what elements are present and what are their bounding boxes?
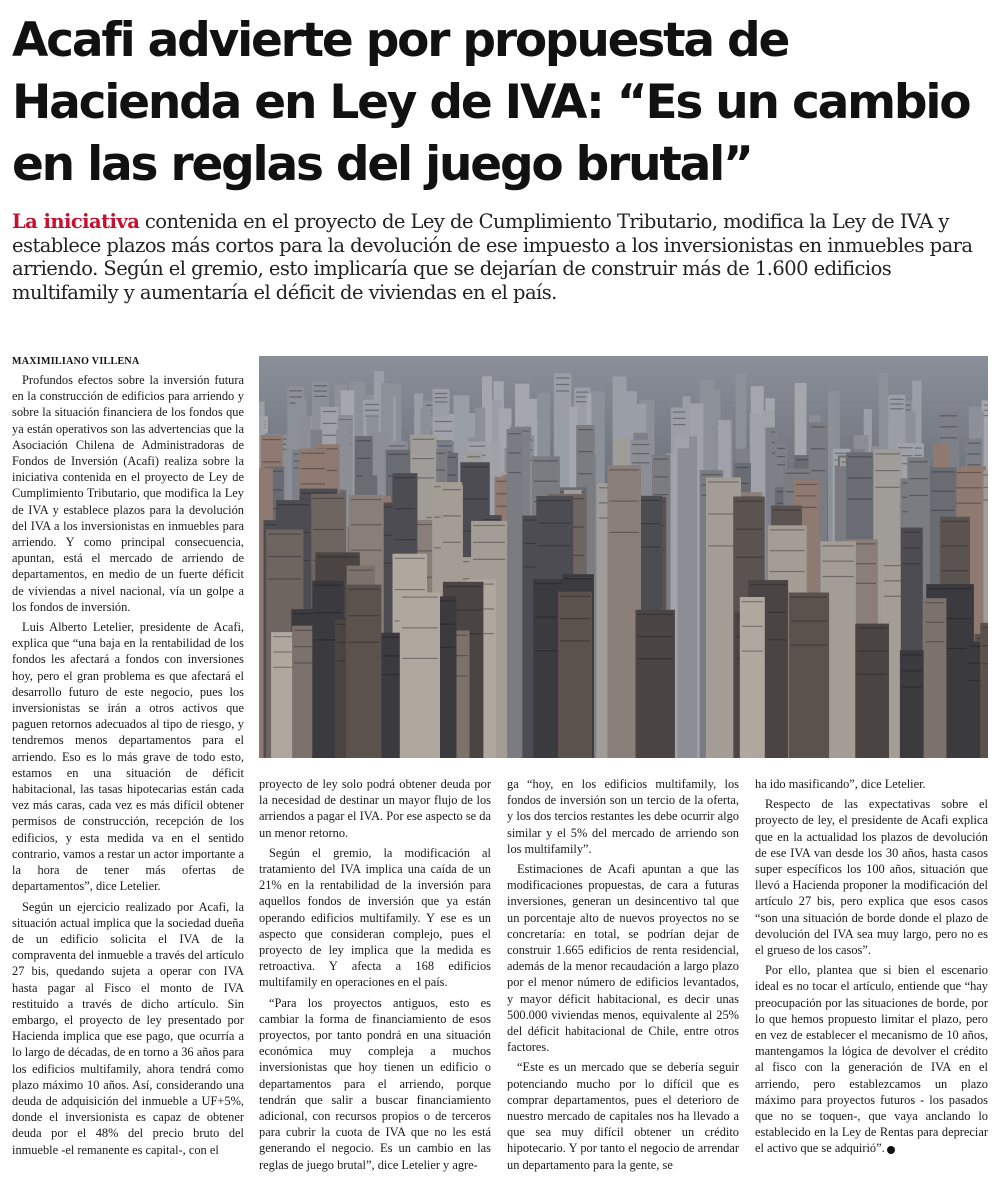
window-line-shape <box>942 521 968 522</box>
window-line-shape <box>462 466 488 467</box>
window-line-shape <box>302 493 336 494</box>
city-skyline-photo <box>259 356 988 758</box>
window-line-shape <box>389 445 406 446</box>
article-column-2 <box>259 776 491 1177</box>
window-line-shape <box>770 550 805 551</box>
window-line-shape <box>903 532 921 533</box>
window-line-shape <box>638 636 673 637</box>
window-line-shape <box>323 423 337 424</box>
window-line-shape <box>848 456 872 457</box>
window-line-shape <box>576 392 588 393</box>
window-line-shape <box>928 588 972 589</box>
window-line-shape <box>351 499 382 500</box>
window-line-shape <box>435 401 448 402</box>
article-column-3 <box>507 776 739 1177</box>
building-shape <box>789 593 829 759</box>
window-line-shape <box>984 405 988 406</box>
building-shape <box>558 592 592 758</box>
window-line-shape <box>942 570 968 571</box>
window-line-shape <box>708 481 739 482</box>
window-line-shape <box>317 556 357 557</box>
body-paragraph: Según el gremio, la modificación al tratamiento del IVA implica una caída de un 21% en la rentabilidad de la inversión para aquellos fondos de inversión que ya están operando edificios multifamily. Y ese es un aspecto que consideran complejo, pues el proyecto de ley implica que la medida es retroactiva. Y afecta a 168 edificios multifamily en operaciones en el país. <box>259 845 491 990</box>
window-line-shape <box>348 642 380 643</box>
window-line-shape <box>791 620 827 621</box>
window-line-shape <box>654 459 669 460</box>
window-line-shape <box>412 439 434 440</box>
building-shape <box>346 585 382 758</box>
window-line-shape <box>902 654 922 655</box>
window-line-shape <box>394 539 415 540</box>
lead-text: contenida en el proyecto de Ley de Cumplimiento Tributario, modifica la Ley de IVA y establece plazos más cortos para la devolución de ese impuesto a los inversionistas en inmuebles para arriendo. Según el gremio, esto implicaría que se dejarían de construir más de 1.600 edificios multifamily y aumentaría el déficit de viviendas en el país. <box>12 210 973 304</box>
end-of-article-icon <box>887 1146 895 1154</box>
window-line-shape <box>349 570 373 571</box>
building-shape <box>400 593 440 759</box>
window-line-shape <box>578 451 592 452</box>
building-shape <box>980 623 988 758</box>
window-line-shape <box>313 529 344 530</box>
window-line-shape <box>735 529 763 530</box>
window-line-shape <box>982 627 988 628</box>
window-line-shape <box>791 644 827 645</box>
window-line-shape <box>770 571 805 572</box>
window-line-shape <box>412 458 434 459</box>
window-line-shape <box>822 561 854 562</box>
window-line-shape <box>633 453 650 454</box>
body-paragraph: “Este es un mercado que se debería seguir potenciando mucho por lo difícil que es comprar departamentos, pues el deterioro de nuestro mercado de capitales nos ha llevado a que sea muy difícil obtener un crédito hipotecario. Y por tanto el negocio de arrendar un departamento para la gente, se <box>507 1060 739 1172</box>
body-paragraph: ha ido masificando”, dice Letelier. <box>755 777 926 791</box>
window-line-shape <box>268 534 301 535</box>
window-line-shape <box>323 435 337 436</box>
window-line-shape <box>890 399 903 400</box>
building-shape <box>507 429 523 758</box>
window-line-shape <box>578 429 592 430</box>
window-line-shape <box>535 583 562 584</box>
article-column-4 <box>755 776 988 1161</box>
window-line-shape <box>902 670 922 671</box>
window-line-shape <box>638 614 673 615</box>
window-line-shape <box>473 525 505 526</box>
window-line-shape <box>609 469 639 470</box>
window-line-shape <box>443 542 461 543</box>
window-line-shape <box>534 481 558 482</box>
window-line-shape <box>470 446 486 447</box>
lead-paragraph <box>12 210 992 304</box>
window-line-shape <box>967 453 980 454</box>
window-line-shape <box>388 454 409 455</box>
window-line-shape <box>940 415 958 416</box>
building-shape <box>636 610 675 758</box>
window-line-shape <box>473 559 505 560</box>
window-line-shape <box>932 471 955 472</box>
window-line-shape <box>902 686 922 687</box>
window-line-shape <box>926 641 945 642</box>
window-line-shape <box>875 470 900 471</box>
window-line-shape <box>654 494 669 495</box>
window-line-shape <box>735 501 763 502</box>
window-line-shape <box>483 519 500 520</box>
window-line-shape <box>742 626 763 627</box>
window-line-shape <box>909 478 928 479</box>
window-line-shape <box>301 468 325 469</box>
window-line-shape <box>435 440 453 441</box>
window-line-shape <box>435 421 453 422</box>
window-line-shape <box>786 473 810 474</box>
window-line-shape <box>633 462 650 463</box>
window-line-shape <box>365 410 379 411</box>
window-line-shape <box>439 445 452 446</box>
window-line-shape <box>811 448 826 449</box>
window-line-shape <box>903 547 921 548</box>
window-line-shape <box>564 578 592 579</box>
window-line-shape <box>673 424 686 425</box>
window-line-shape <box>524 566 538 567</box>
window-line-shape <box>535 650 562 651</box>
window-line-shape <box>509 433 521 434</box>
window-line-shape <box>301 483 325 484</box>
byline: MAXIMILIANO VILLENA <box>12 356 140 367</box>
window-line-shape <box>263 439 281 440</box>
window-line-shape <box>535 617 562 618</box>
window-line-shape <box>263 461 281 462</box>
window-line-shape <box>940 426 958 427</box>
closing-text: Por ello, plantea que si bien el escenario ideal es no tocar el artículo, entiende que “hay preocupación por las situaciones de borde, por lo que hemos propuesto limitar el plazo, pero en vez de establecer el mecanismo de 10 años, mantengamos la lógica de devolver el crédito al fisco con la generación de IVA en el arriendo, pero establezcamos un plazo máximo para proyectos futuros - los pasados que no se toquen-, que vaya anclando lo establecido en la Ley de Rentas para depreciar el activo que se adquirió”. <box>755 963 988 1156</box>
window-line-shape <box>473 542 505 543</box>
window-line-shape <box>462 498 488 499</box>
window-line-shape <box>538 523 571 524</box>
window-line-shape <box>509 472 521 473</box>
window-line-shape <box>556 377 570 378</box>
window-line-shape <box>673 418 686 419</box>
window-line-shape <box>984 415 988 416</box>
window-line-shape <box>982 663 988 664</box>
window-line-shape <box>443 515 461 516</box>
window-line-shape <box>773 510 800 511</box>
window-line-shape <box>638 658 673 659</box>
window-line-shape <box>926 602 945 603</box>
window-line-shape <box>314 391 327 392</box>
window-line-shape <box>314 612 341 613</box>
window-line-shape <box>534 460 558 461</box>
building-shape <box>678 448 693 758</box>
skyline-illustration <box>259 356 988 758</box>
window-line-shape <box>556 390 570 391</box>
window-line-shape <box>268 556 301 557</box>
window-line-shape <box>395 558 426 559</box>
window-line-shape <box>942 545 968 546</box>
window-line-shape <box>822 545 854 546</box>
window-line-shape <box>578 473 592 474</box>
body-paragraph: Profundos efectos sobre la inversión futura en la construcción de edificios para arriendo y sobre la situación financiera de los fondos que ya están operativos son las advertencias que la Asociación Chilena de Administradoras de Fondos de Inversión (Acafi) realiza sobre la iniciativa contenida en el proyecto de Ley de Cumplimiento Tributario, que modifica la Ley de IVA y establece plazos para la devolución del IVA a los inversionistas en inmuebles para arriendo. Y como principal consecuencia, apuntan, está el mercado de arriendo de departamentos, en medio de un fuerte déficit de viviendas a nivel nacional, vía un golpe a los fondos de inversión. <box>12 373 244 614</box>
window-line-shape <box>932 510 955 511</box>
window-line-shape <box>351 524 382 525</box>
body-paragraph: Estimaciones de Acafi apuntan a que las modificaciones propuestas, de cara a futuras inversiones, generan un desincentivo tal que un porcentaje alto de nuevos proyectos no se concretaría: en total, se podrían dejar de construir 1.665 edificios de renta residencial, además de la menor recaudación a largo plazo por el menor número de edificios levantados, y mayor déficit habitacional, es decir unas 500.000 viviendas menos, equivalente al 25% del déficit habitacional de Chile, entre otros factores. <box>507 862 739 1055</box>
window-line-shape <box>737 467 749 468</box>
window-line-shape <box>314 396 327 397</box>
window-line-shape <box>903 563 921 564</box>
window-line-shape <box>791 597 827 598</box>
window-line-shape <box>348 589 380 590</box>
window-line-shape <box>402 597 438 598</box>
window-line-shape <box>357 440 371 441</box>
window-line-shape <box>811 470 826 471</box>
window-line-shape <box>443 489 461 490</box>
window-line-shape <box>357 458 371 459</box>
window-line-shape <box>796 495 817 496</box>
window-line-shape <box>750 584 786 585</box>
window-line-shape <box>524 543 538 544</box>
window-line-shape <box>524 520 538 521</box>
window-line-shape <box>940 437 958 438</box>
window-line-shape <box>301 453 325 454</box>
window-line-shape <box>926 622 945 623</box>
window-line-shape <box>654 476 669 477</box>
window-line-shape <box>875 453 900 454</box>
window-line-shape <box>909 495 928 496</box>
window-line-shape <box>956 503 982 504</box>
window-line-shape <box>956 487 982 488</box>
window-line-shape <box>289 390 302 391</box>
window-line-shape <box>351 550 382 551</box>
body-paragraph: Luis Alberto Letelier, presidente de Acafi, explica que “una baja en la rentabilidad de los fondos les afectará a fondos con inversiones hoy, pero el gran problema es que afectará el desarrollo futuro de este negocio, pues los inversionistas se irán a otros activos que paguen retornos adecuados al tipo de riesgo, y tendremos menos departamentos para el arriendo. Eso es lo más grave de todo esto, estamos en una situación de déficit habitacional, las tasas hipotecarias están cada vez más caras, cada vez es más difícil obtener permisos de construcción, recepción de los edificios, y esta medida va en el sentido contrario, vamos a restar un actor importante a la hora de tener más ofertas de departamentos”, dice Letelier. <box>12 620 244 894</box>
window-line-shape <box>967 443 980 444</box>
building-shape <box>740 597 765 758</box>
window-line-shape <box>633 444 650 445</box>
window-line-shape <box>560 640 590 641</box>
body-paragraph: ga “hoy, en los edificios multifamily, los fondos de inversión son un tercio de la oferta, y los dos tercios restantes les debe ocurrir algo similar y el 5% del mercado de arriendo son los multifamily”. <box>507 777 739 856</box>
window-line-shape <box>435 393 448 394</box>
window-line-shape <box>538 500 571 501</box>
window-line-shape <box>742 601 763 602</box>
window-line-shape <box>509 453 521 454</box>
window-line-shape <box>848 499 872 500</box>
window-line-shape <box>875 487 900 488</box>
window-line-shape <box>735 557 763 558</box>
window-line-shape <box>796 484 817 485</box>
window-line-shape <box>445 586 482 587</box>
window-line-shape <box>435 431 453 432</box>
window-line-shape <box>560 618 590 619</box>
window-line-shape <box>538 545 571 546</box>
window-line-shape <box>435 397 448 398</box>
window-line-shape <box>956 472 982 473</box>
window-line-shape <box>857 628 887 629</box>
window-line-shape <box>348 615 380 616</box>
window-line-shape <box>560 596 590 597</box>
window-line-shape <box>742 651 763 652</box>
window-line-shape <box>314 385 327 386</box>
window-line-shape <box>323 411 337 412</box>
window-line-shape <box>890 408 903 409</box>
window-line-shape <box>394 477 415 478</box>
window-line-shape <box>402 627 438 628</box>
headline: Acafi advierte por propuesta de Hacienda en Ley de IVA: “Es un cambio en las reglas del juego brutal” <box>12 13 970 192</box>
window-line-shape <box>673 412 686 413</box>
window-line-shape <box>314 585 341 586</box>
window-line-shape <box>898 447 913 448</box>
window-line-shape <box>609 501 639 502</box>
building-shape <box>900 650 924 758</box>
body-paragraph: proyecto de ley solo podrá obtener deuda por la necesidad de destinar un mayor flujo de los arriendos a pagar el IVA. Por ese aspecto se da un menor retorno. <box>259 777 491 840</box>
window-line-shape <box>932 491 955 492</box>
window-line-shape <box>770 529 805 530</box>
window-line-shape <box>848 477 872 478</box>
window-line-shape <box>857 674 887 675</box>
window-line-shape <box>278 504 310 505</box>
window-line-shape <box>967 464 980 465</box>
window-line-shape <box>609 532 639 533</box>
body-paragraph <box>755 962 988 1156</box>
window-line-shape <box>857 651 887 652</box>
window-line-shape <box>289 396 302 397</box>
window-line-shape <box>467 456 480 457</box>
window-line-shape <box>268 578 301 579</box>
window-line-shape <box>890 403 903 404</box>
building-shape <box>855 624 889 758</box>
article-column-1 <box>12 372 244 1162</box>
window-line-shape <box>984 410 988 411</box>
window-line-shape <box>702 474 722 475</box>
window-line-shape <box>822 576 854 577</box>
body-paragraph: “Para los proyectos antiguos, esto es cambiar la forma de financiamiento de esos proyectos, por tanto pondrá en una situación económica muy compleja a muchos inversionistas que hoy tienen un edificio o departamentos para el arriendo, porque tendrán que salir a buscar financiamiento adicional, con recursos propios o de terceros para cubrir la cuota de IVA que no les está generando el negocio. Es un cambio en las reglas de juego brutal”, dice Letelier y agre- <box>259 995 491 1172</box>
window-line-shape <box>313 498 344 499</box>
window-line-shape <box>395 589 426 590</box>
window-line-shape <box>402 658 438 659</box>
window-line-shape <box>365 404 379 405</box>
body-paragraph: Según un ejercicio realizado por Acafi, la situación actual implica que la sociedad dueña de un edificio solicita el IVA de la compraventa del inmueble a través del artículo 27 bis, quedando sujeta a operar con IVA hasta pagar al Fisco el monto de IVA restituido a través de dicho artículo. Sin embargo, el proyecto de ley presentado por Hacienda implica que ese pago, que ocurría a lo largo de décadas, de en torno a 36 años para los edificios multifamily, ahora tendrá como plazo máximo 10 años. Así, considerando una deuda de adquisición del inmueble a UF+5%, donde el inversionista es capaz de obtener deuda por el 48% del precio bruto del inmueble -el remanente es capital-, con el <box>12 899 244 1157</box>
lead-kicker: La iniciativa <box>12 210 140 233</box>
window-line-shape <box>811 426 826 427</box>
window-line-shape <box>556 384 570 385</box>
window-line-shape <box>982 645 988 646</box>
window-line-shape <box>394 508 415 509</box>
window-line-shape <box>909 461 928 462</box>
body-paragraph: Respecto de las expectativas sobre el proyecto de ley, el presidente de Acafi explica que en la actualidad los plazos de devolución de ese IVA van desde los 30 años, hasta casos super específicos los 100 años, situación que llevó a Hacienda proponer la modificación del artículo 27 bis, pero explica que esos casos “son una situación de borde donde el plazo de devolución del IVA sea muy largo, pero no es el grueso de los casos”. <box>755 797 988 958</box>
